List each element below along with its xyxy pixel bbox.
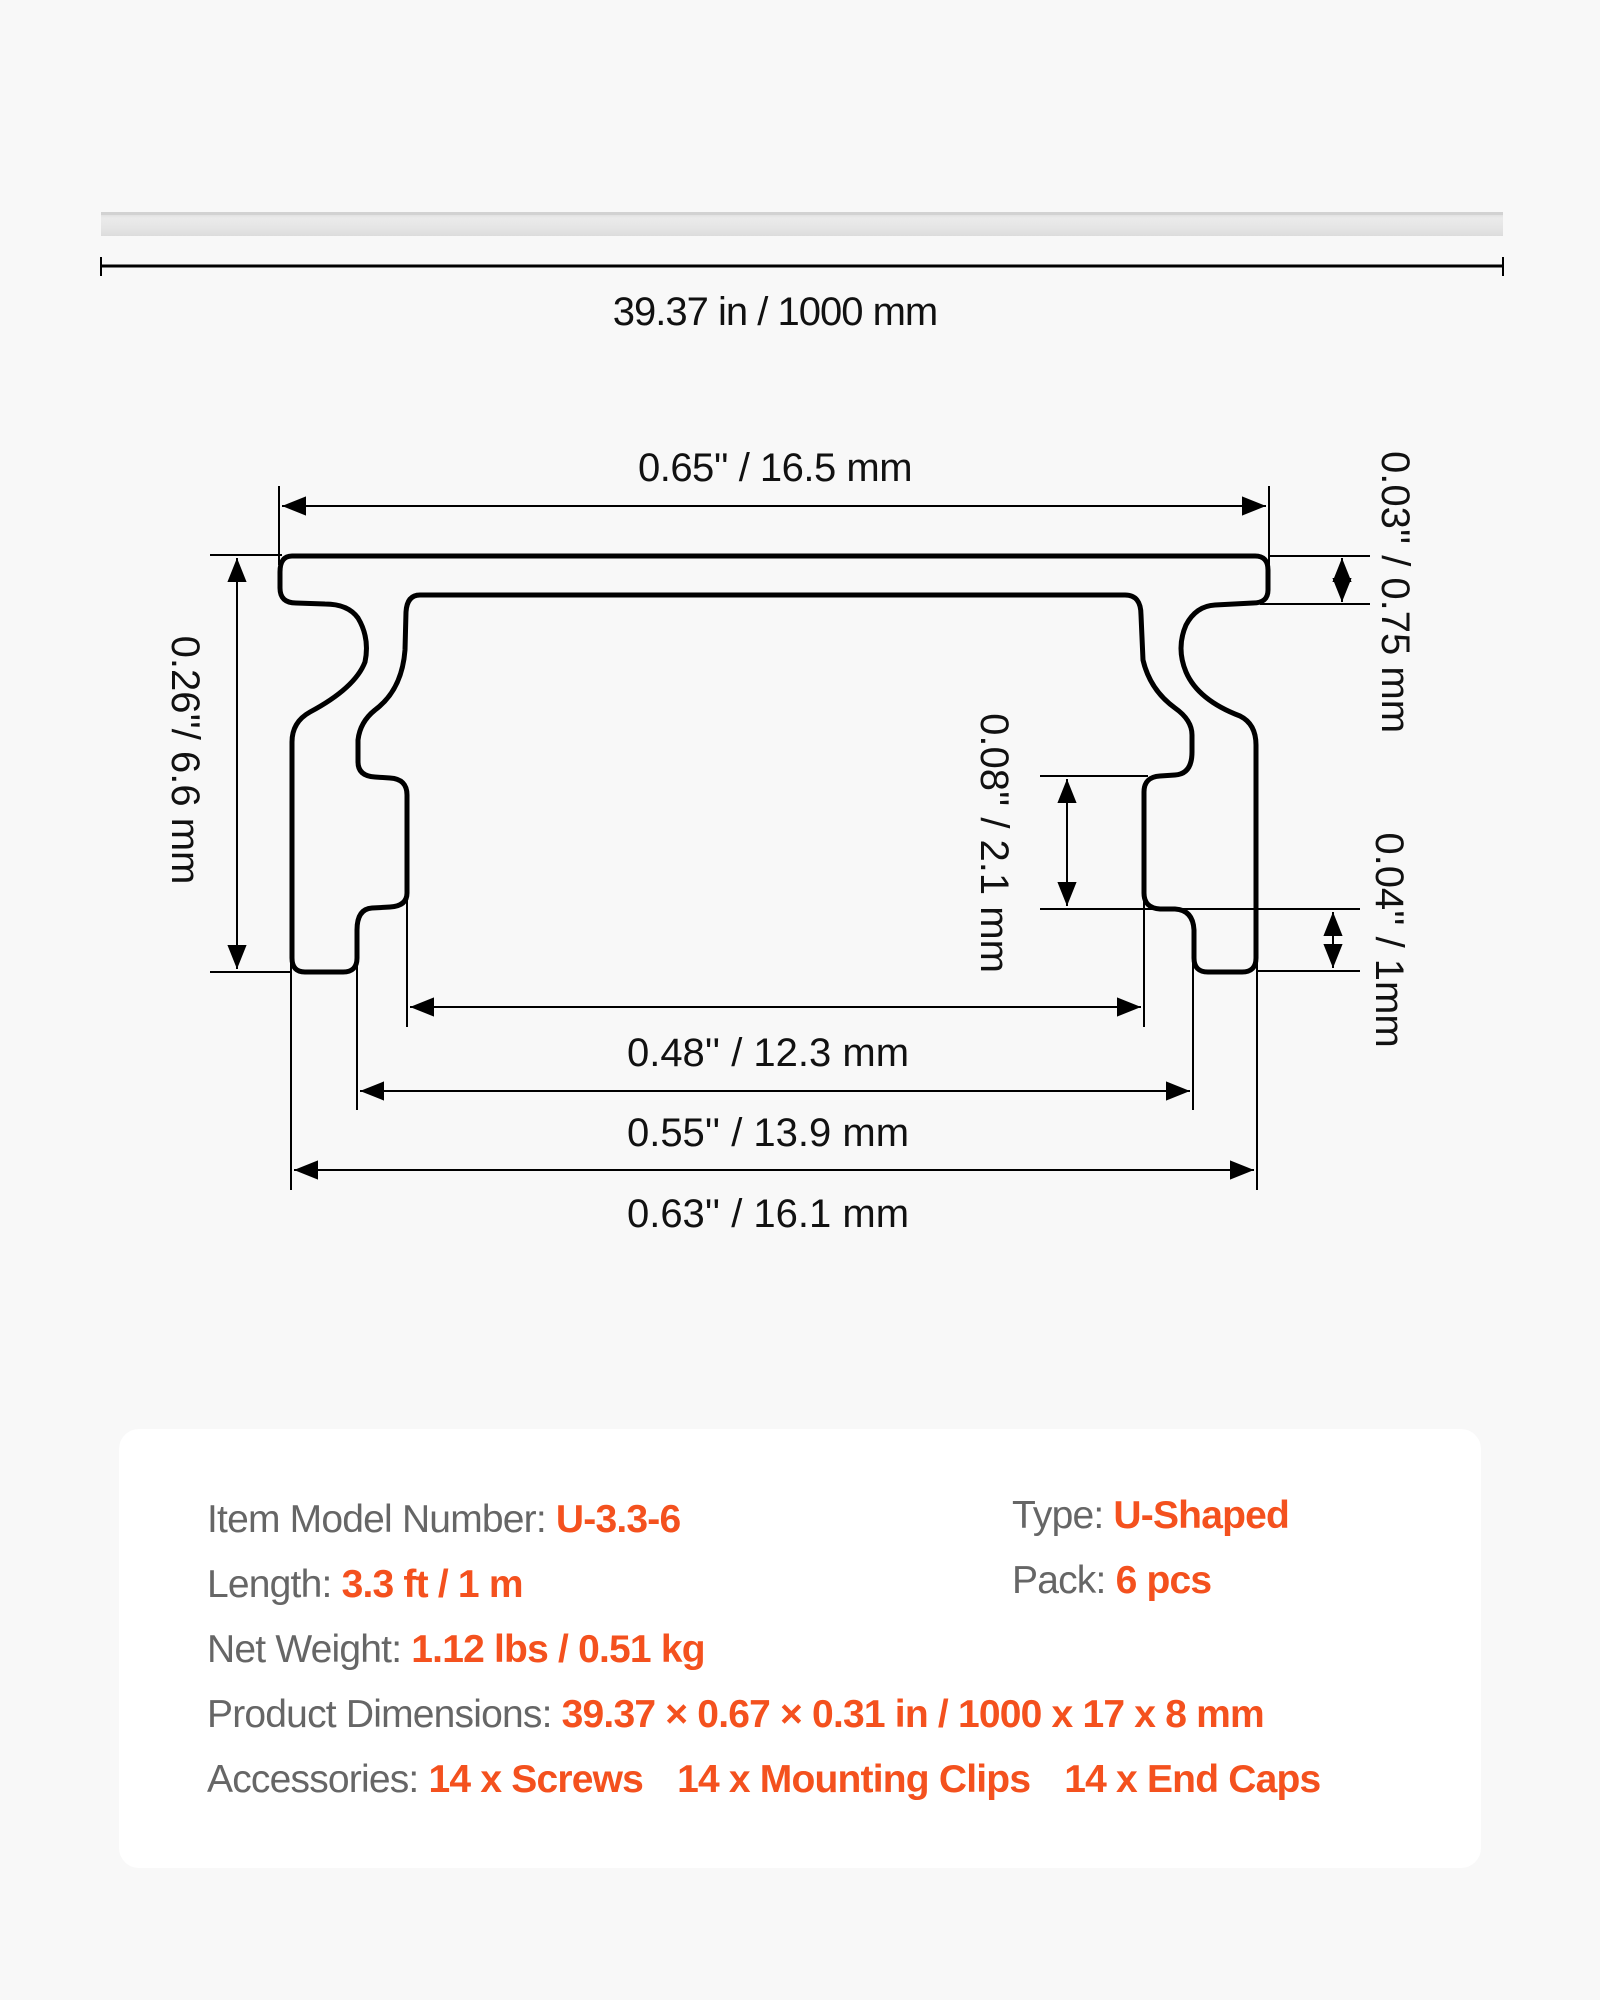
spec-weight [207,1630,705,1669]
accessory-end-caps: 14 x End Caps [1064,1758,1321,1801]
length-label: 39.37 in / 1000 mm [612,290,938,334]
spec-type-label: Type: [1012,1494,1114,1537]
flange-thickness-label: 0.03'' / 0.75 mm [1373,450,1417,734]
outer-width-label: 0.63'' / 16.1 mm [626,1192,910,1236]
spec-length-label: Length: [207,1563,342,1606]
spec-dimensions-label: Product Dimensions: [207,1693,562,1736]
length-dimension [101,257,1503,276]
groove-height-label: 0.08'' / 2.1 mm [972,713,1016,973]
spec-model-value: U-3.3-6 [555,1498,681,1541]
spec-weight-label: Net Weight: [207,1628,412,1671]
spec-dimensions-value: 39.37 × 0.67 × 0.31 in / 1000 x 17 x 8 mm [561,1693,1264,1736]
accessory-screws: 14 x Screws [428,1758,644,1801]
product-bar [101,212,1503,236]
spec-type-value: U-Shaped [1113,1494,1290,1537]
spec-pack [1012,1561,1211,1600]
inner-width-label: 0.48'' / 12.3 mm [626,1031,910,1075]
mid-width-label: 0.55'' / 13.9 mm [626,1111,910,1155]
top-width-label: 0.65'' / 16.5 mm [637,446,913,490]
spec-accessories [207,1760,1320,1799]
spec-model-label: Item Model Number: [207,1498,556,1541]
spec-length [207,1565,523,1604]
height-label: 0.26''/ 6.6 mm [163,635,207,885]
accessory-mounting-clips: 14 x Mounting Clips [677,1758,1031,1801]
spec-accessories-label: Accessories: [207,1758,429,1801]
foot-height-label: 0.04'' / 1mm [1367,832,1411,1048]
spec-weight-value: 1.12 lbs / 0.51 kg [411,1628,705,1671]
groove-height-dimension [1040,776,1260,909]
flange-thickness-dimension [1260,556,1370,604]
spec-pack-label: Pack: [1012,1559,1116,1602]
spec-length-value: 3.3 ft / 1 m [341,1563,523,1606]
spec-type [1012,1496,1289,1535]
spec-dimensions [207,1695,1264,1734]
height-dimension [210,555,292,972]
foot-height-dimension [1256,909,1360,971]
top-width-dimension [279,486,1269,565]
spec-model [207,1500,680,1539]
spec-pack-value: 6 pcs [1115,1559,1212,1602]
